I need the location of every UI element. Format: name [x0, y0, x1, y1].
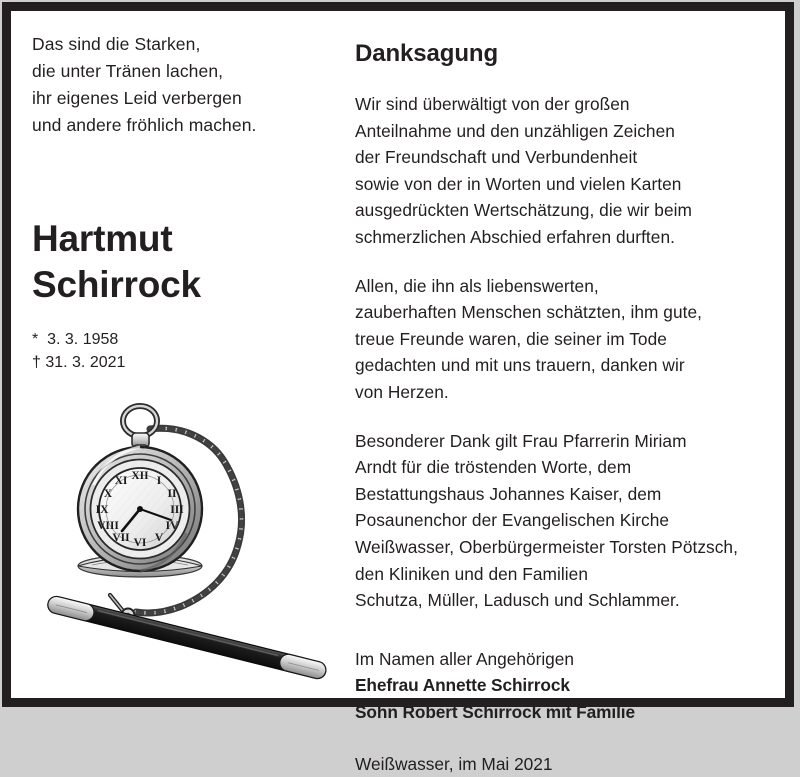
svg-text:II: II [167, 488, 177, 500]
paragraph-special-thanks-line-3: Bestattungshaus Johannes Kaiser, dem [355, 483, 662, 504]
svg-text:VI: VI [133, 537, 147, 549]
svg-text:V: V [154, 532, 164, 544]
deceased-last-name: Schirrock [32, 264, 201, 305]
paragraph-special-thanks-line-1: Besonderer Dank gilt Frau Pfarrerin Miriam [355, 430, 687, 451]
paragraph-special-thanks-line-5: Weißwasser, Oberbürgermeister Torsten Pötzsch, [355, 536, 738, 557]
poem-line-4: und andere fröhlich machen. [32, 115, 257, 135]
svg-text:XI: XI [114, 475, 128, 487]
deceased-first-name: Hartmut [32, 218, 173, 259]
svg-text:IX: IX [95, 504, 109, 516]
paragraph-friends-line-4: gedachten und mit uns trauern, danken wir [355, 355, 685, 376]
paragraph-special-thanks-line-4: Posaunenchor der Evangelischen Kirche [355, 510, 670, 531]
place-and-date: Weißwasser, im Mai 2021 [355, 754, 553, 775]
svg-text:I: I [156, 475, 162, 487]
svg-text:XII: XII [131, 470, 149, 482]
danksagung-heading: Danksagung [355, 40, 499, 67]
signatory-spouse: Ehefrau Annette Schirrock [355, 675, 570, 696]
svg-text:VII: VII [112, 532, 130, 544]
paragraph-thanks-line-4: sowie von der in Worten und vielen Karten [355, 173, 682, 194]
paragraph-friends-line-1: Allen, die ihn als liebenswerten, [355, 275, 599, 296]
closing-intro: Im Namen aller Angehörigen [355, 648, 575, 669]
left-column [32, 19, 332, 689]
paragraph-thanks-line-3: der Freundschaft und Verbundenheit [355, 147, 638, 168]
birth-date: * 3. 3. 1958 [32, 331, 119, 348]
paragraph-friends-line-3: treue Freunde waren, die seiner im Tode [355, 328, 667, 349]
closing-block [355, 614, 755, 726]
paragraph-special-thanks-line-2: Arndt für die tröstenden Worte, dem [355, 457, 632, 478]
poem-verse [32, 19, 332, 139]
paragraph-thanks-line-2: Anteilnahme und den unzähligen Zeichen [355, 120, 675, 141]
pocket-watch-illustration [32, 399, 342, 684]
paragraph-thanks-line-5: ausgedrückten Wertschätzung, die wir beim [355, 200, 692, 221]
deceased-name [32, 139, 332, 308]
poem-line-1: Das sind die Starken, [32, 34, 201, 54]
svg-text:X: X [103, 488, 113, 500]
svg-text:III: III [170, 504, 184, 516]
paragraph-thanks-line-1: Wir sind überwältigt von der großen [355, 94, 630, 114]
svg-text:IV: IV [165, 520, 179, 532]
svg-text:VIII: VIII [97, 520, 119, 532]
paragraph-friends [355, 251, 755, 406]
poem-line-3: ihr eigenes Leid verbergen [32, 88, 242, 108]
paragraph-special-thanks-line-6: den Kliniken und den Familien [355, 563, 588, 584]
signatory-son: Sohn Robert Schirrock mit Familie [355, 701, 635, 722]
obituary-notice-frame [2, 2, 794, 775]
paragraph-thanks [355, 69, 755, 251]
right-column [355, 19, 755, 775]
death-date: † 31. 3. 2021 [32, 354, 126, 371]
notice-body [11, 11, 785, 775]
life-dates [32, 308, 332, 374]
paragraph-special-thanks [355, 406, 755, 614]
paragraph-thanks-line-6: schmerzlichen Abschied erfahren durften. [355, 226, 675, 247]
paragraph-special-thanks-line-7: Schutza, Müller, Ladusch und Schlammer. [355, 590, 680, 611]
poem-line-2: die unter Tränen lachen, [32, 61, 224, 81]
paragraph-friends-line-5: von Herzen. [355, 381, 449, 402]
paragraph-friends-line-2: zauberhaften Menschen schätzten, ihm gute, [355, 302, 702, 323]
